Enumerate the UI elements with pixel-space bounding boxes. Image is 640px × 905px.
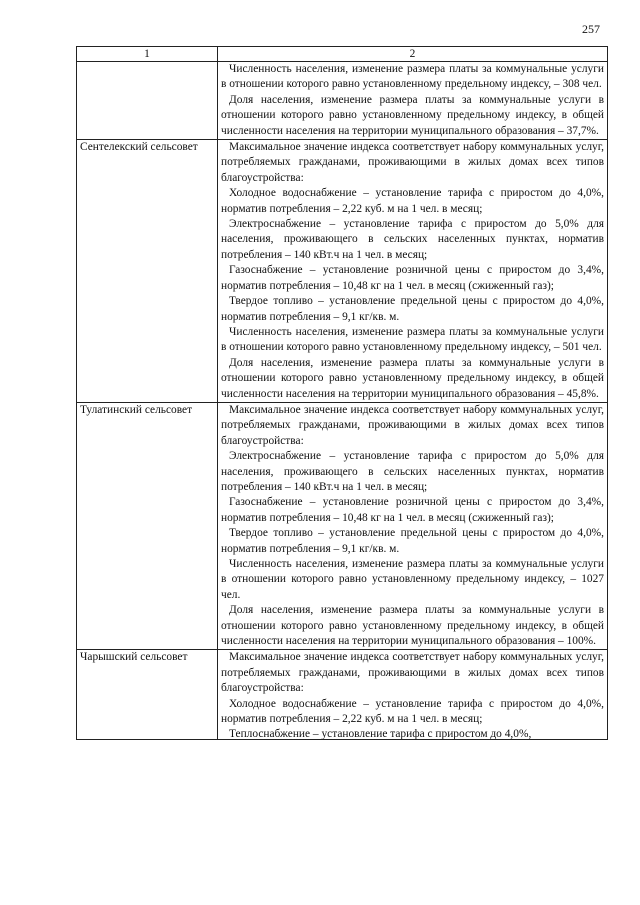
column-header-1: 1 (77, 47, 218, 62)
municipality-name: Сентелекский сельсовет (77, 140, 218, 403)
paragraph: Теплоснабжение – установление тарифа с приростом до 4,0%, (229, 728, 532, 740)
municipality-name (77, 62, 218, 140)
paragraph: Численность населения, изменение размера платы за коммунальные услуги в отношении которого равно установленному предельному индексу, – 308 чел. (221, 63, 604, 91)
row-description (218, 402, 608, 650)
paragraph: Холодное водоснабжение – установление тарифа с приростом до 4,0%, норматив потребления – 2,22 куб. м на 1 чел. в месяц; (221, 697, 604, 726)
row-description (218, 140, 608, 403)
page-number: 257 (582, 22, 600, 36)
paragraph: Газоснабжение – установление розничной цены с приростом до 3,4%, норматив потребления – 10,48 кг на 1 чел. в месяц (сжиженный газ); (221, 264, 604, 292)
row-description (218, 62, 608, 140)
paragraph: Максимальное значение индекса соответствует набору коммунальных услуг, потребляемых гражданами, проживающими в жилых домах всех типов благоустройства: (221, 141, 604, 184)
row-description (218, 650, 608, 740)
paragraph: Максимальное значение индекса соответствует набору коммунальных услуг, потребляемых гражданами, проживающими в жилых домах всех типов благоустройства: (221, 651, 604, 695)
paragraph: Доля населения, изменение размера платы за коммунальные услуги в отношении которого равно установленному предельному индексу, в общей численности населения на территории муниципального образования – 37,7%. (221, 93, 604, 137)
table-row (77, 650, 608, 740)
municipality-name: Чарышский сельсовет (77, 650, 218, 740)
paragraph: Холодное водоснабжение – установление тарифа с приростом до 4,0%, норматив потребления – 2,22 куб. м на 1 чел. в месяц; (221, 187, 604, 215)
table-row (77, 402, 608, 650)
paragraph: Численность населения, изменение размера платы за коммунальные услуги в отношении которого равно установленному предельному индексу, – 501 чел. (221, 325, 604, 354)
paragraph: Твердое топливо – установление предельной цены с приростом до 4,0%, норматив потребления – 9,1 кг/кв. м. (221, 295, 604, 323)
paragraph: Численность населения, изменение размера платы за коммунальные услуги в отношении которого равно установленному предельному индексу, – 1027 чел. (221, 558, 604, 601)
paragraph: Твердое топливо – установление предельной цены с приростом до 4,0%, норматив потребления – 9,1 кг/кв. м. (221, 527, 604, 555)
paragraph: Доля населения, изменение размера платы за коммунальные услуги в отношении которого равно установленному предельному индексу, в общей численности населения на территории муниципального образования – 45,8%. (221, 356, 604, 400)
table-header-row (77, 47, 608, 62)
table-row (77, 62, 608, 140)
municipality-name: Тулатинский сельсовет (77, 402, 218, 650)
column-header-2: 2 (218, 47, 608, 62)
paragraph: Электроснабжение – установление тарифа с приростом до 5,0% для населения, проживающего в сельских населенных пунктах, норматив потребления – 140 кВт.ч на 1 чел. в месяц; (221, 218, 604, 261)
tariff-table (76, 46, 608, 740)
paragraph: Электроснабжение – установление тарифа с приростом до 5,0% для населения, проживающего в сельских населенных пунктах, норматив потребления – 140 кВт.ч на 1 чел. в месяц; (221, 450, 604, 493)
paragraph: Доля населения, изменение размера платы за коммунальные услуги в отношении которого равно установленному предельному индексу, в общей численности населения на территории муниципального образования – 100%. (221, 604, 604, 648)
table-row (77, 140, 608, 403)
paragraph: Максимальное значение индекса соответствует набору коммунальных услуг, потребляемых гражданами, проживающими в жилых домах всех типов благоустройства: (221, 403, 604, 447)
paragraph: Газоснабжение – установление розничной цены с приростом до 3,4%, норматив потребления – 10,48 кг на 1 чел. в месяц (сжиженный газ); (221, 496, 604, 524)
